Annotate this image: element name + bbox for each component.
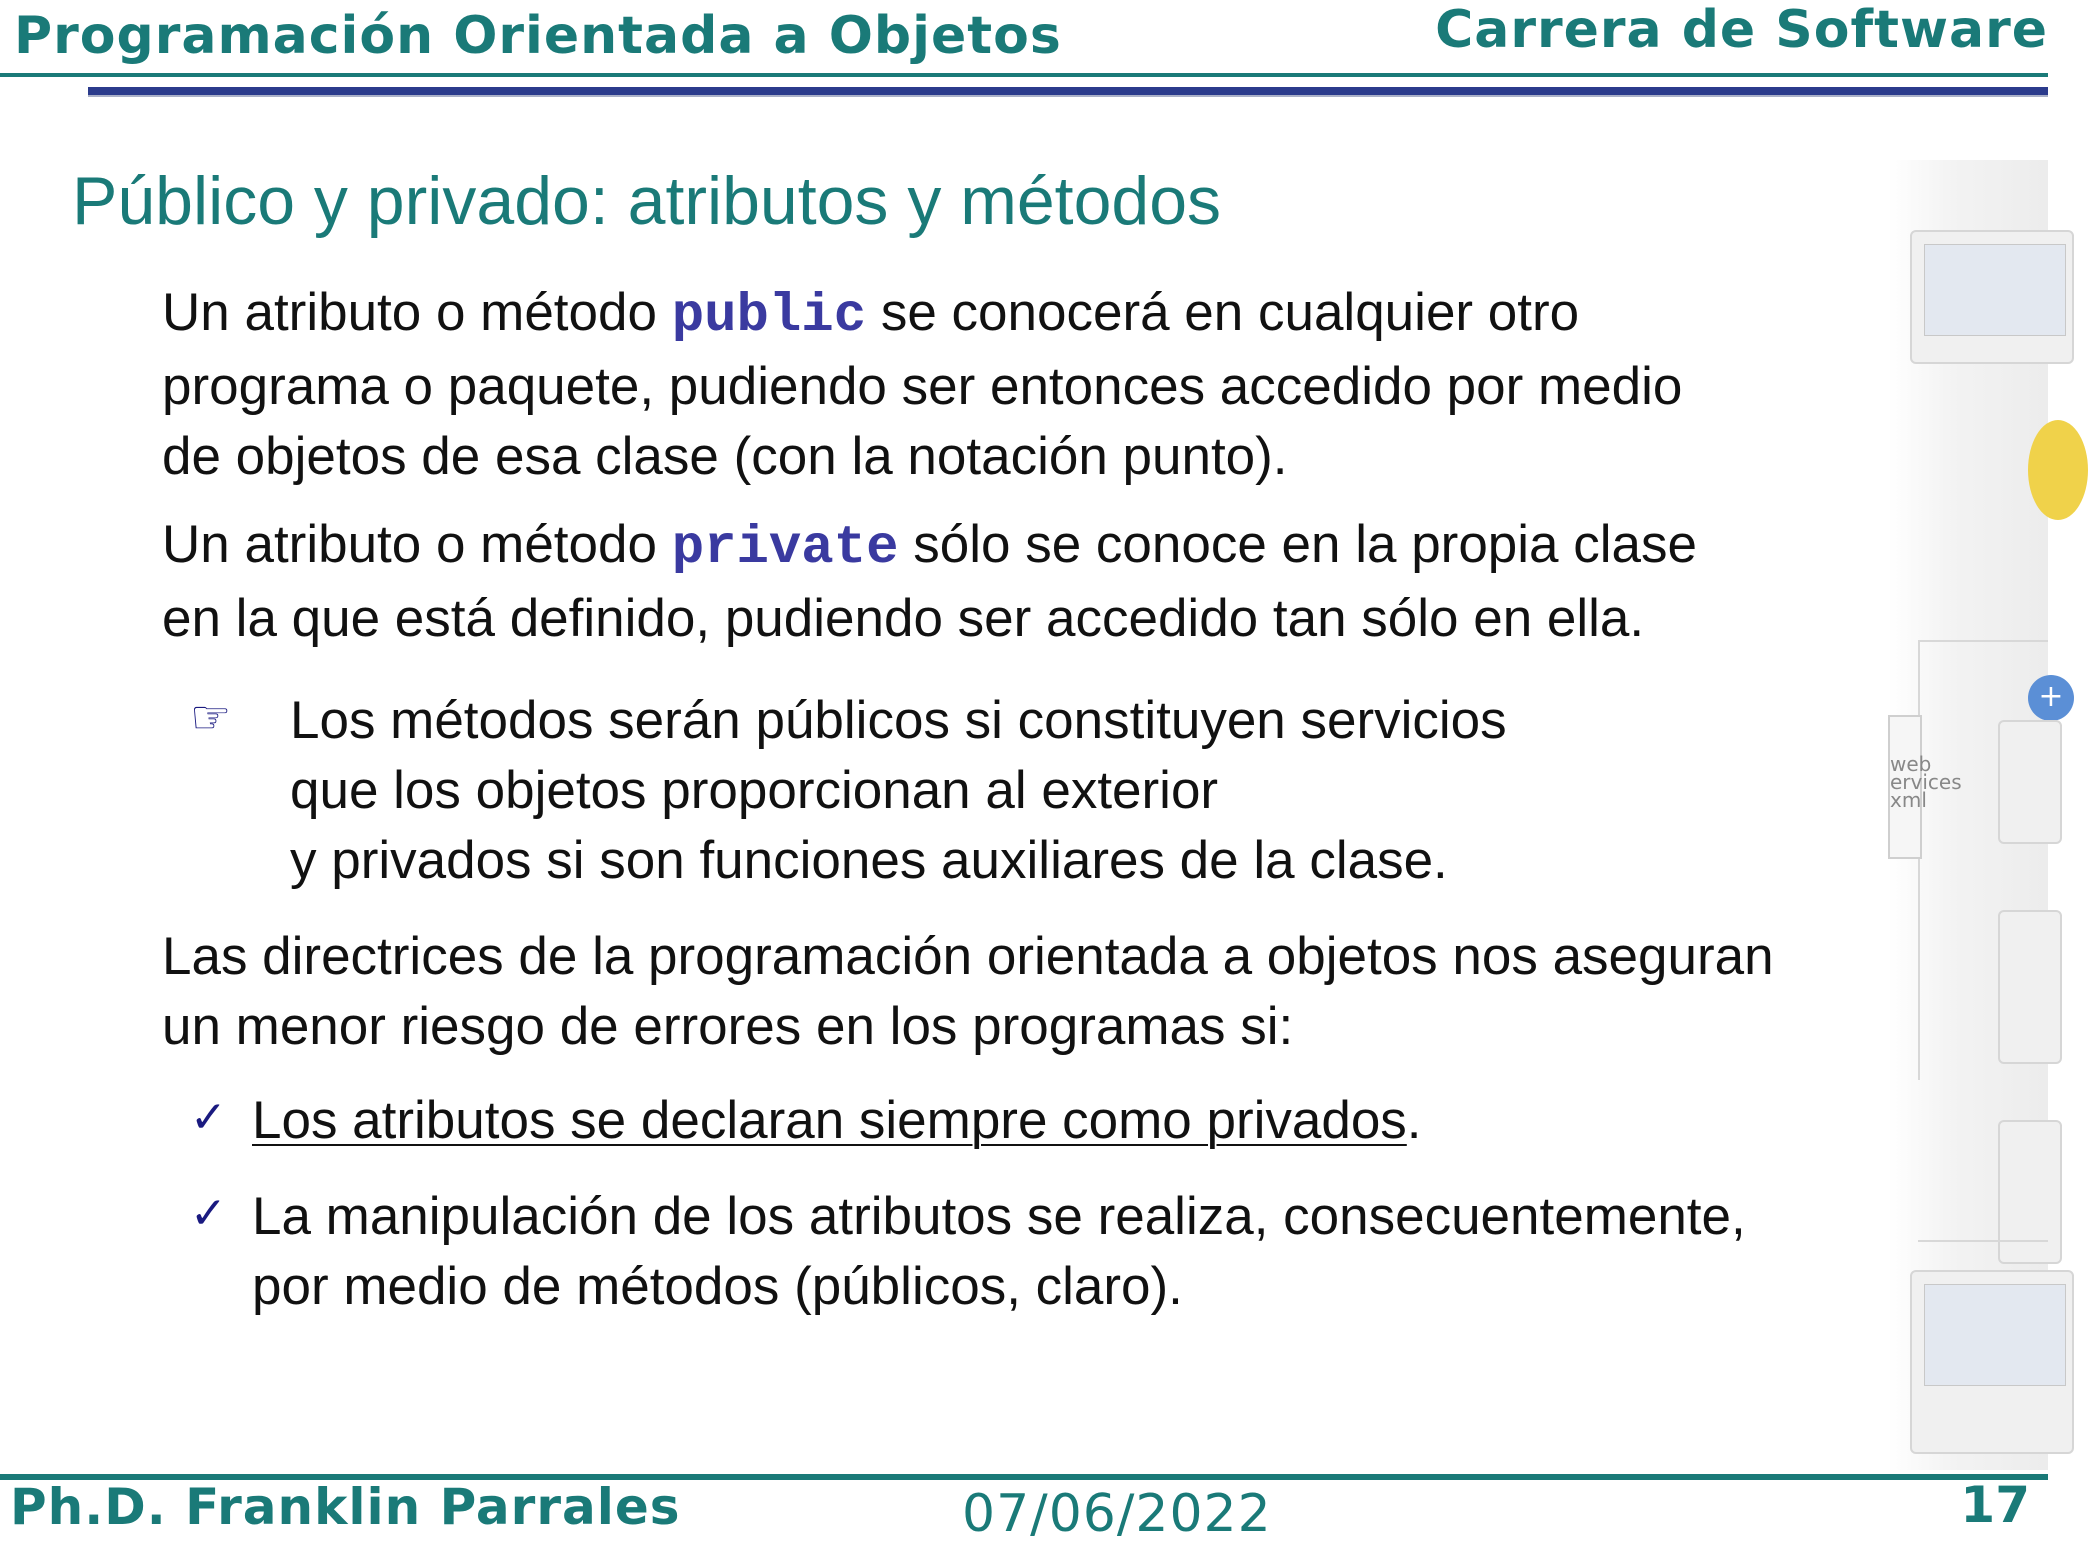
paragraph-line: La manipulación de los atributos se realiza, consecuentemente, [252, 1187, 1746, 1246]
course-title: Programación Orientada a Objetos [14, 6, 1062, 66]
paragraph-line: de objetos de esa clase (con la notación punto). [162, 427, 1288, 486]
check-item-1 [252, 1086, 1422, 1156]
header-rule-navy [88, 87, 2048, 97]
pointing-hand-icon: ☞ [190, 690, 232, 744]
footer-author: Ph.D. Franklin Parrales [10, 1478, 681, 1536]
web-services-label [1890, 752, 1962, 812]
monitor-screen [1924, 244, 2066, 336]
server-icon [1998, 910, 2062, 1064]
yellow-circle-icon [2028, 420, 2088, 520]
footer-date: 07/06/2022 [962, 1484, 1272, 1544]
code-keyword-private: private [671, 518, 899, 579]
monitor-icon [1910, 230, 2074, 364]
paragraph-guidelines [162, 922, 1774, 1062]
paragraph-line [162, 278, 1682, 352]
paragraph-line: Las directrices de la programación orientada a objetos nos aseguran [162, 927, 1774, 986]
monitor-screen [1924, 1284, 2066, 1386]
text: sólo se conoce en la propia clase [898, 515, 1697, 574]
paragraph-private [162, 510, 1697, 654]
connector-line [1918, 640, 2048, 642]
header-rule-teal [0, 73, 2048, 77]
connector-line [1918, 640, 1920, 1080]
label-line: ervices [1890, 770, 1962, 794]
paragraph-line: Los métodos serán públicos si constituyen servicios [290, 691, 1507, 750]
program-title: Carrera de Software [1435, 0, 2048, 60]
code-keyword-public: public [671, 286, 867, 347]
page-number: 17 [1960, 1476, 2030, 1534]
text: se conocerá en cualquier otro [866, 283, 1580, 342]
paragraph-line: un menor riesgo de errores en los programas si: [162, 997, 1294, 1056]
label-line: xml [1890, 788, 1927, 812]
slide-title: Público y privado: atributos y métodos [72, 163, 1222, 239]
monitor-icon [1910, 1270, 2074, 1454]
connector-line [1918, 1240, 2048, 1242]
paragraph-line: programa o paquete, pudiendo ser entonces accedido por medio [162, 357, 1683, 416]
paragraph-public [162, 278, 1682, 492]
check-item-2 [252, 1182, 1746, 1322]
paragraph-line: y privados si son funciones auxiliares de la clase. [290, 831, 1448, 890]
decorative-network-image [1888, 160, 2064, 1470]
paragraph-line: que los objetos proporcionan al exterior [290, 761, 1219, 820]
text: Un atributo o método [162, 283, 672, 342]
text: Un atributo o método [162, 515, 672, 574]
paragraph-line [162, 510, 1697, 584]
underlined-text: Los atributos se declaran siempre como privados [252, 1091, 1407, 1150]
checkmark-icon: ✓ [190, 1188, 227, 1239]
server-icon [1998, 720, 2062, 844]
plus-globe-icon: + [2028, 675, 2074, 721]
text: . [1406, 1091, 1422, 1150]
note-paragraph [290, 686, 1507, 896]
paragraph-line [252, 1086, 1422, 1156]
checkmark-icon: ✓ [190, 1092, 227, 1143]
label-line: web [1890, 752, 1932, 776]
paragraph-line: en la que está definido, pudiendo ser accedido tan sólo en ella. [162, 589, 1645, 648]
server-icon [1998, 1120, 2062, 1264]
paragraph-line: por medio de métodos (públicos, claro). [252, 1257, 1183, 1316]
